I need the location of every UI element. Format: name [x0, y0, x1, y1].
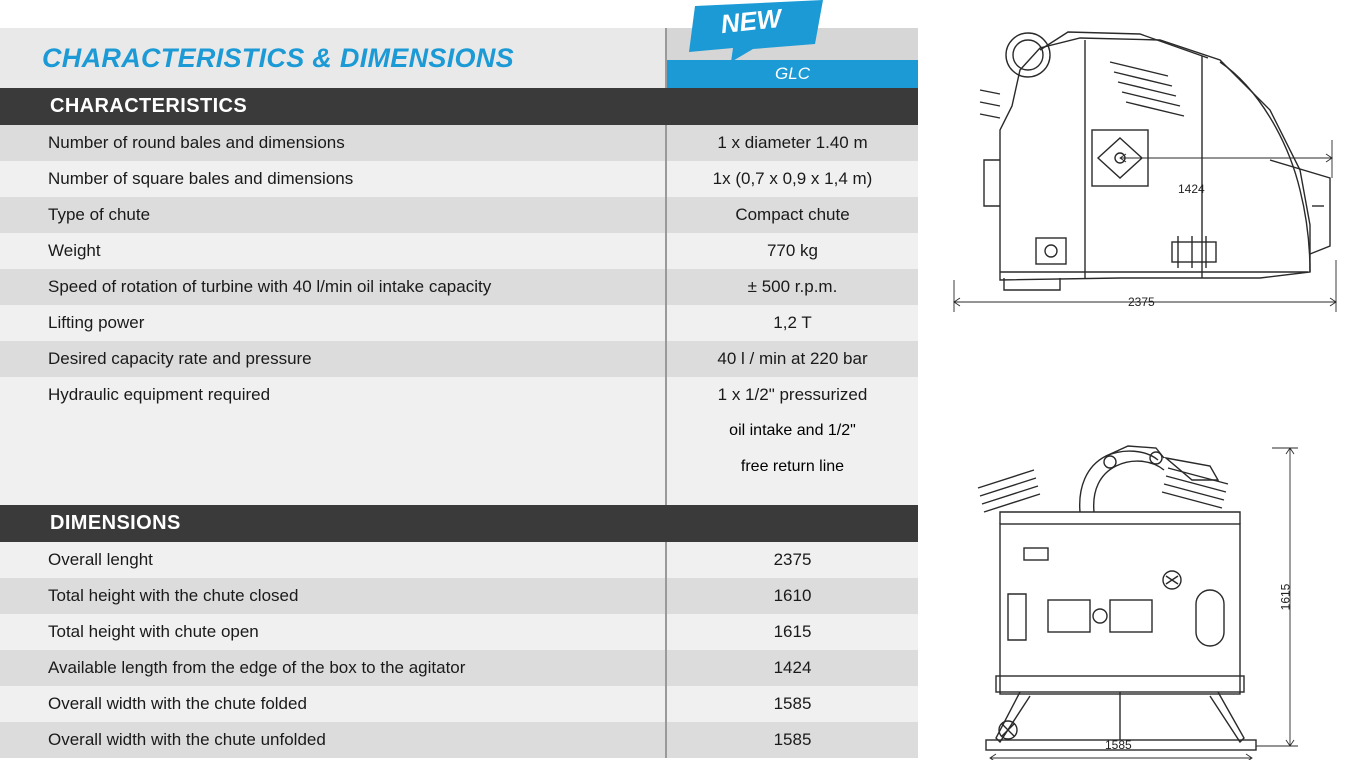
row-value: 1585 — [667, 722, 918, 758]
table-row — [0, 161, 918, 197]
row-value: 1 x diameter 1.40 m — [667, 125, 918, 161]
row-label: Overall width with the chute unfolded — [0, 722, 667, 758]
table-row — [0, 686, 918, 722]
row-value: 2375 — [667, 542, 918, 578]
model-column-header — [667, 2, 918, 88]
row-label: Overall width with the chute folded — [0, 686, 667, 722]
row-label: Total height with the chute closed — [0, 578, 667, 614]
model-name: GLC — [667, 60, 918, 88]
row-label-empty — [0, 413, 667, 449]
dim-overall-length-label: 2375 — [1128, 295, 1155, 309]
row-label: Hydraulic equipment required — [0, 377, 667, 413]
technical-drawings — [920, 0, 1366, 780]
row-label-empty — [0, 449, 667, 485]
specification-table — [0, 2, 918, 758]
row-value: 1610 — [667, 578, 918, 614]
row-label: Number of round bales and dimensions — [0, 125, 667, 161]
table-row — [0, 125, 918, 161]
row-value: 1x (0,7 x 0,9 x 1,4 m) — [667, 161, 918, 197]
table-row-continuation — [0, 449, 918, 485]
table-row — [0, 722, 918, 758]
table-row — [0, 614, 918, 650]
dim-width-label: 1585 — [1105, 738, 1132, 752]
table-row — [0, 377, 918, 413]
table-row — [0, 197, 918, 233]
table-row — [0, 578, 918, 614]
row-value: 1 x 1/2" pressurized — [667, 377, 918, 413]
dim-inner-length-label: 1424 — [1178, 182, 1205, 196]
new-badge-label: NEW — [719, 2, 783, 40]
row-value: 770 kg — [667, 233, 918, 269]
section-header-dimensions — [0, 505, 918, 542]
table-row — [0, 650, 918, 686]
row-label: Lifting power — [0, 305, 667, 341]
row-label: Speed of rotation of turbine with 40 l/min oil intake capacity — [0, 269, 667, 305]
row-label: Overall lenght — [0, 542, 667, 578]
row-label: Available length from the edge of the box to the agitator — [0, 650, 667, 686]
row-label: Desired capacity rate and pressure — [0, 341, 667, 377]
table-row — [0, 233, 918, 269]
section-header-label: CHARACTERISTICS — [50, 95, 248, 117]
row-label: Type of chute — [0, 197, 667, 233]
page-title: CHARACTERISTICS & DIMENSIONS — [42, 42, 514, 73]
row-value: ± 500 r.p.m. — [667, 269, 918, 305]
side-view-drawing — [940, 10, 1350, 330]
row-label: Total height with chute open — [0, 614, 667, 650]
table-row — [0, 542, 918, 578]
row-value: oil intake and 1/2" — [667, 413, 918, 449]
row-label: Number of square bales and dimensions — [0, 161, 667, 197]
table-row — [0, 269, 918, 305]
row-value: 1615 — [667, 614, 918, 650]
spacer-value — [667, 485, 918, 505]
section-header-value-spacer — [667, 505, 918, 542]
page-title-cell — [0, 28, 667, 88]
dim-height-label: 1615 — [1278, 583, 1293, 611]
section-header-value-spacer — [667, 88, 918, 125]
row-value: 1,2 T — [667, 305, 918, 341]
table-spacer — [0, 485, 918, 505]
row-value: 40 l / min at 220 bar — [667, 341, 918, 377]
row-value: Compact chute — [667, 197, 918, 233]
table-title-row — [0, 2, 918, 88]
row-value: 1585 — [667, 686, 918, 722]
table-row — [0, 341, 918, 377]
table-row-continuation — [0, 413, 918, 449]
table-row — [0, 305, 918, 341]
section-header-characteristics — [0, 88, 918, 125]
section-header-label: DIMENSIONS — [50, 512, 181, 534]
row-value: free return line — [667, 449, 918, 485]
spacer-label — [0, 485, 667, 505]
new-badge — [687, 0, 827, 62]
row-value: 1424 — [667, 650, 918, 686]
row-label: Weight — [0, 233, 667, 269]
